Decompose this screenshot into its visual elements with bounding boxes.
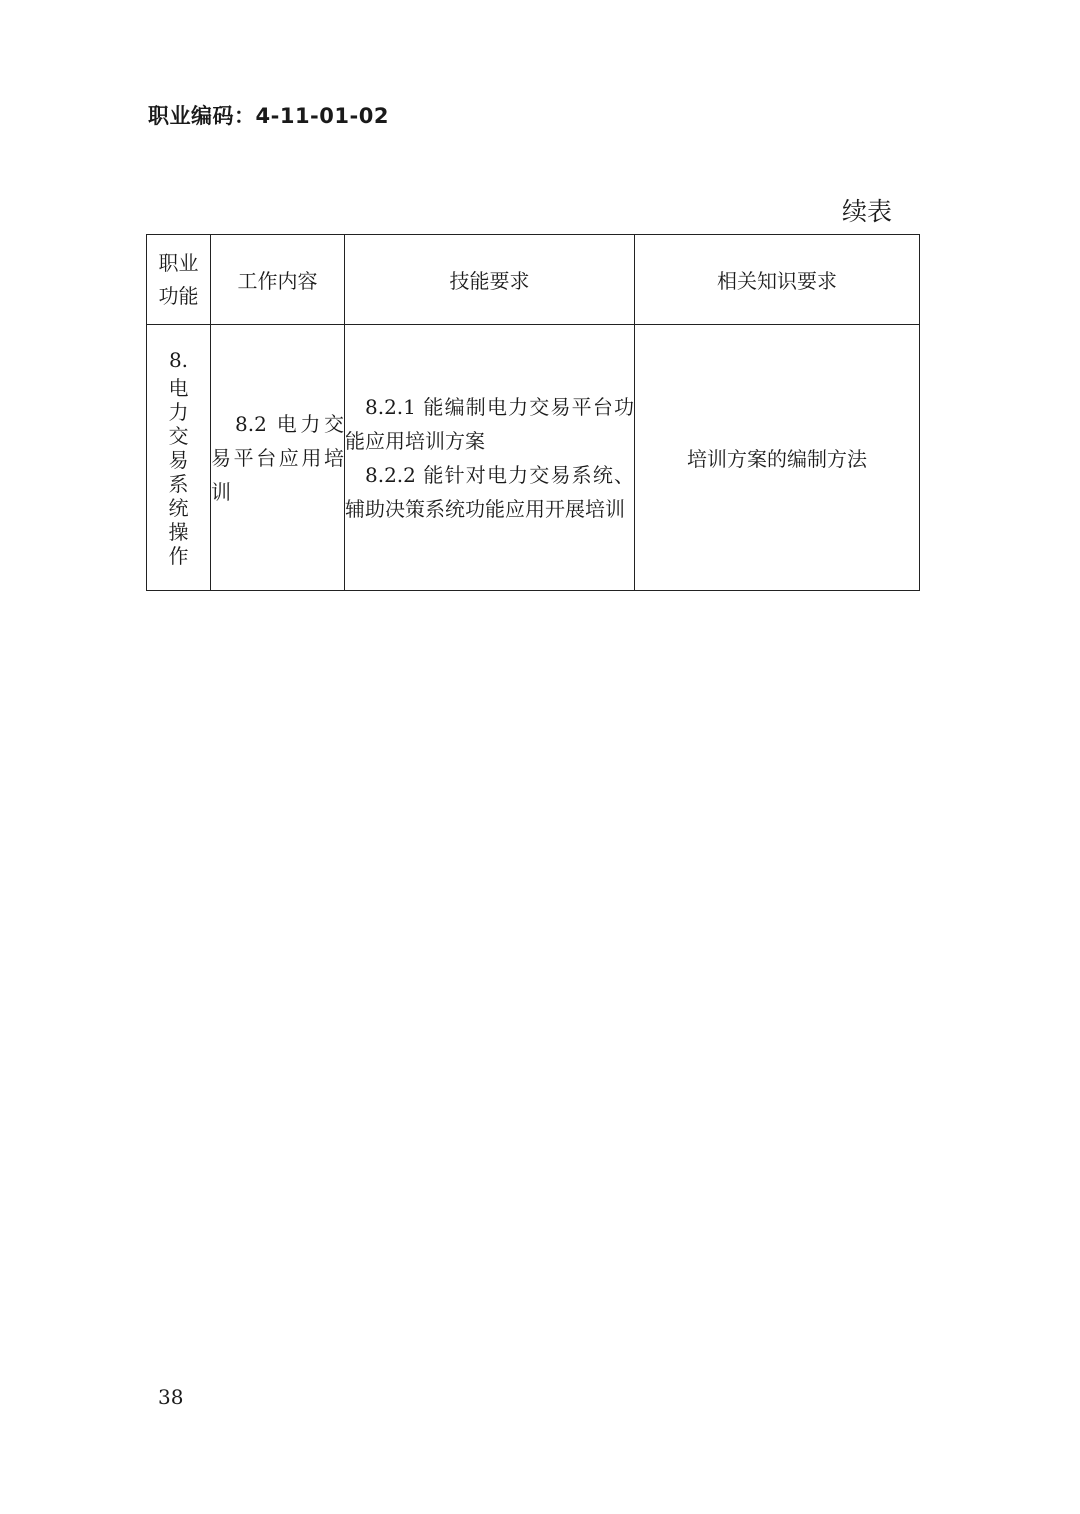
continued-label: 续表 [841, 197, 892, 226]
function-number: 8. [168, 347, 189, 372]
header-function-line1: 职业 [158, 250, 199, 275]
header-work-content: 工作内容 [211, 235, 345, 325]
function-char: 电 [168, 375, 189, 400]
function-char: 操 [168, 519, 189, 544]
table-row [147, 325, 920, 591]
header-function-line2: 功能 [158, 283, 199, 308]
occupation-code: 职业编码：4-11-01-02 [148, 104, 389, 128]
work-content-text: 8.2 电力交易平台应用培训 [211, 411, 344, 504]
standards-table [146, 234, 920, 591]
header-skill-requirements: 技能要求 [345, 235, 635, 325]
knowledge-cell: 培训方案的编制方法 [635, 325, 920, 591]
function-char: 统 [168, 495, 189, 520]
function-char: 易 [168, 447, 189, 472]
table-header-row [147, 235, 920, 325]
skill-requirements-cell [345, 325, 635, 591]
skill-item: 8.2.1 能编制电力交易平台功能应用培训方案 [345, 394, 634, 453]
function-char: 力 [168, 399, 189, 424]
function-char: 作 [168, 543, 189, 568]
header-knowledge-requirements: 相关知识要求 [635, 235, 920, 325]
function-vertical-text [147, 376, 210, 568]
work-content-cell [211, 325, 345, 591]
header-function [147, 235, 211, 325]
skill-item: 8.2.2 能针对电力交易系统、辅助决策系统功能应用开展培训 [345, 462, 634, 521]
page-number: 38 [158, 1385, 184, 1409]
function-char: 系 [168, 471, 189, 496]
function-char: 交 [168, 423, 189, 448]
function-cell [147, 325, 211, 591]
